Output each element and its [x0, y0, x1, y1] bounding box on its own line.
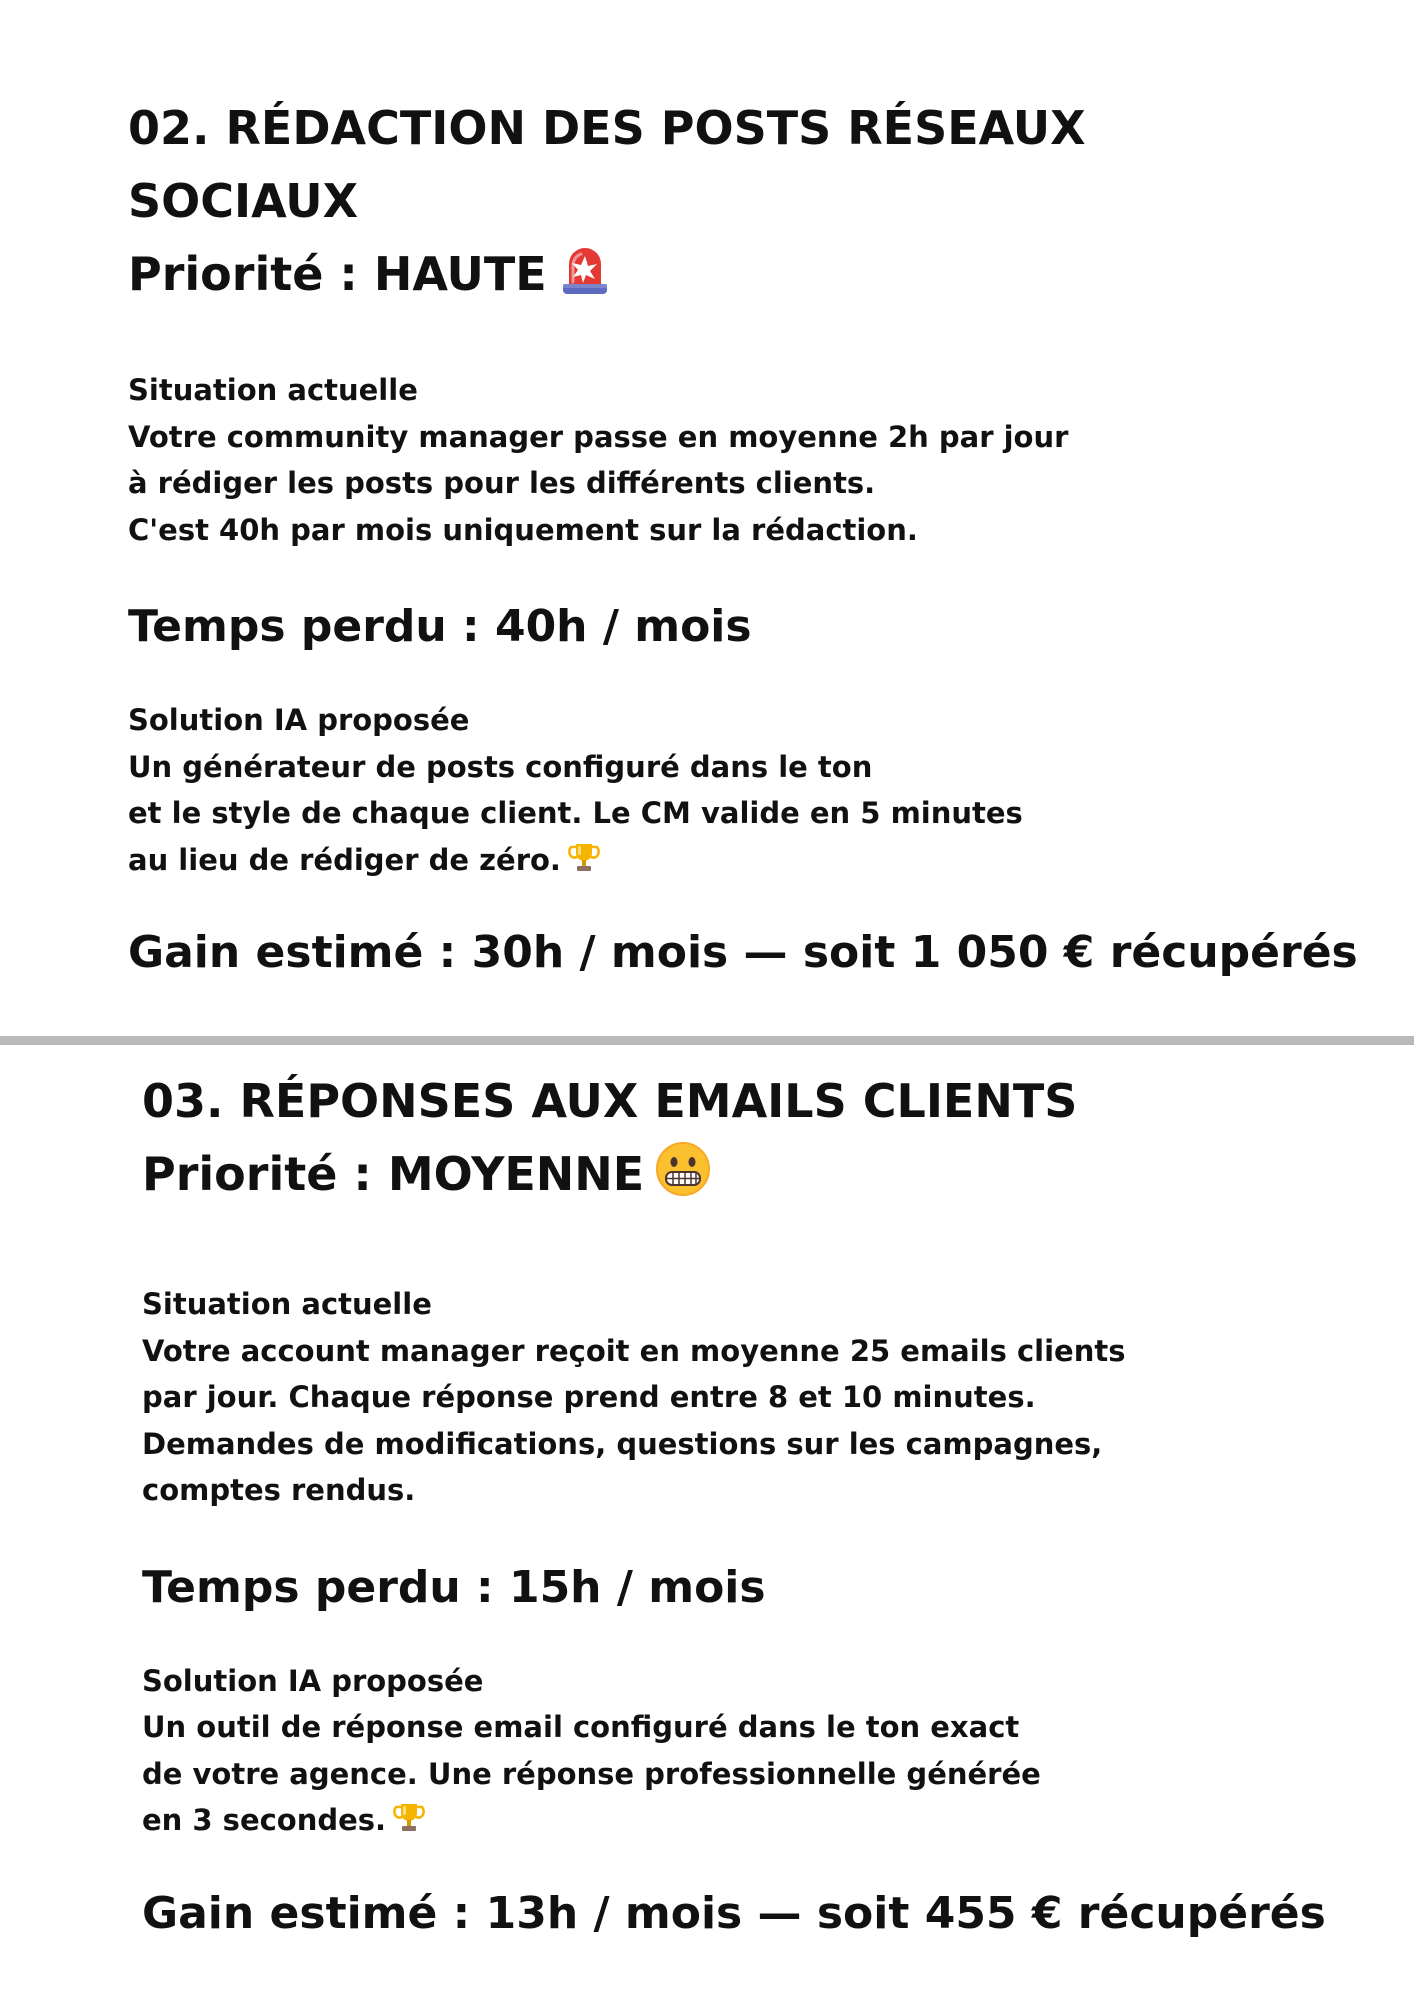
solution-line: Un générateur de posts configuré dans le ton: [128, 749, 873, 784]
time-lost: Temps perdu : 15h / mois: [142, 1561, 766, 1613]
time-lost: Temps perdu : 40h / mois: [128, 601, 752, 652]
title-line-2: SOCIAUX: [128, 174, 359, 228]
solution-block: [142, 1658, 1414, 1848]
solution-heading: Solution IA proposée: [142, 1663, 484, 1698]
gain-estimate: Gain estimé : 30h / mois — soit 1 050 € récupérés: [128, 927, 1358, 978]
situation-line: à rédiger les posts pour les différents clients.: [128, 466, 876, 500]
grimacing-face-icon: [654, 1140, 712, 1219]
title-line-1: 03. RÉPONSES AUX EMAILS CLIENTS: [142, 1074, 1078, 1128]
situation-line: par jour. Chaque réponse prend entre 8 et 10 minutes.: [142, 1380, 1036, 1414]
solution-line: de votre agence. Une réponse professionnelle générée: [142, 1756, 1041, 1791]
section-title: [142, 1065, 1414, 1138]
solution-line: Un outil de réponse email configuré dans le ton exact: [142, 1710, 1020, 1744]
priority-line: [128, 238, 1414, 319]
situation-heading: Situation actuelle: [128, 373, 418, 407]
situation-line: Demandes de modifications, questions sur les campagnes,: [142, 1426, 1103, 1461]
solution-line: et le style de chaque client. Le CM valide en 5 minutes: [128, 796, 1023, 830]
title-line-1: 02. RÉDACTION DES POSTS RÉSEAUX: [128, 101, 1086, 155]
section-emails-clients: [0, 1065, 1414, 1944]
solution-line: en 3 secondes.: [142, 1803, 387, 1837]
gain-estimate: Gain estimé : 13h / mois — soit 455 € récupérés: [142, 1887, 1326, 1939]
situation-line: C'est 40h par mois uniquement sur la rédaction.: [128, 512, 918, 547]
priority-label: Priorité : HAUTE: [128, 247, 547, 301]
solution-line: au lieu de rédiger de zéro.: [128, 842, 561, 877]
priority-label: Priorité : MOYENNE: [142, 1147, 645, 1201]
rotating-light-icon: [557, 242, 613, 319]
priority-line: [142, 1138, 1414, 1219]
trophy-icon: [392, 1800, 426, 1848]
situation-line: Votre community manager passe en moyenne 2h par jour: [128, 419, 1069, 454]
situation-block: [128, 367, 1414, 553]
situation-block: [142, 1281, 1414, 1514]
section-posts-reseaux: [0, 92, 1414, 983]
situation-line: Votre account manager reçoit en moyenne 25 emails clients: [142, 1333, 1126, 1368]
solution-heading: Solution IA proposée: [128, 703, 470, 737]
solution-block: [128, 697, 1414, 887]
section-divider: [0, 1036, 1414, 1045]
situation-heading: Situation actuelle: [142, 1287, 432, 1321]
trophy-icon: [567, 840, 601, 888]
section-title: [128, 92, 1414, 238]
situation-line: comptes rendus.: [142, 1473, 416, 1507]
